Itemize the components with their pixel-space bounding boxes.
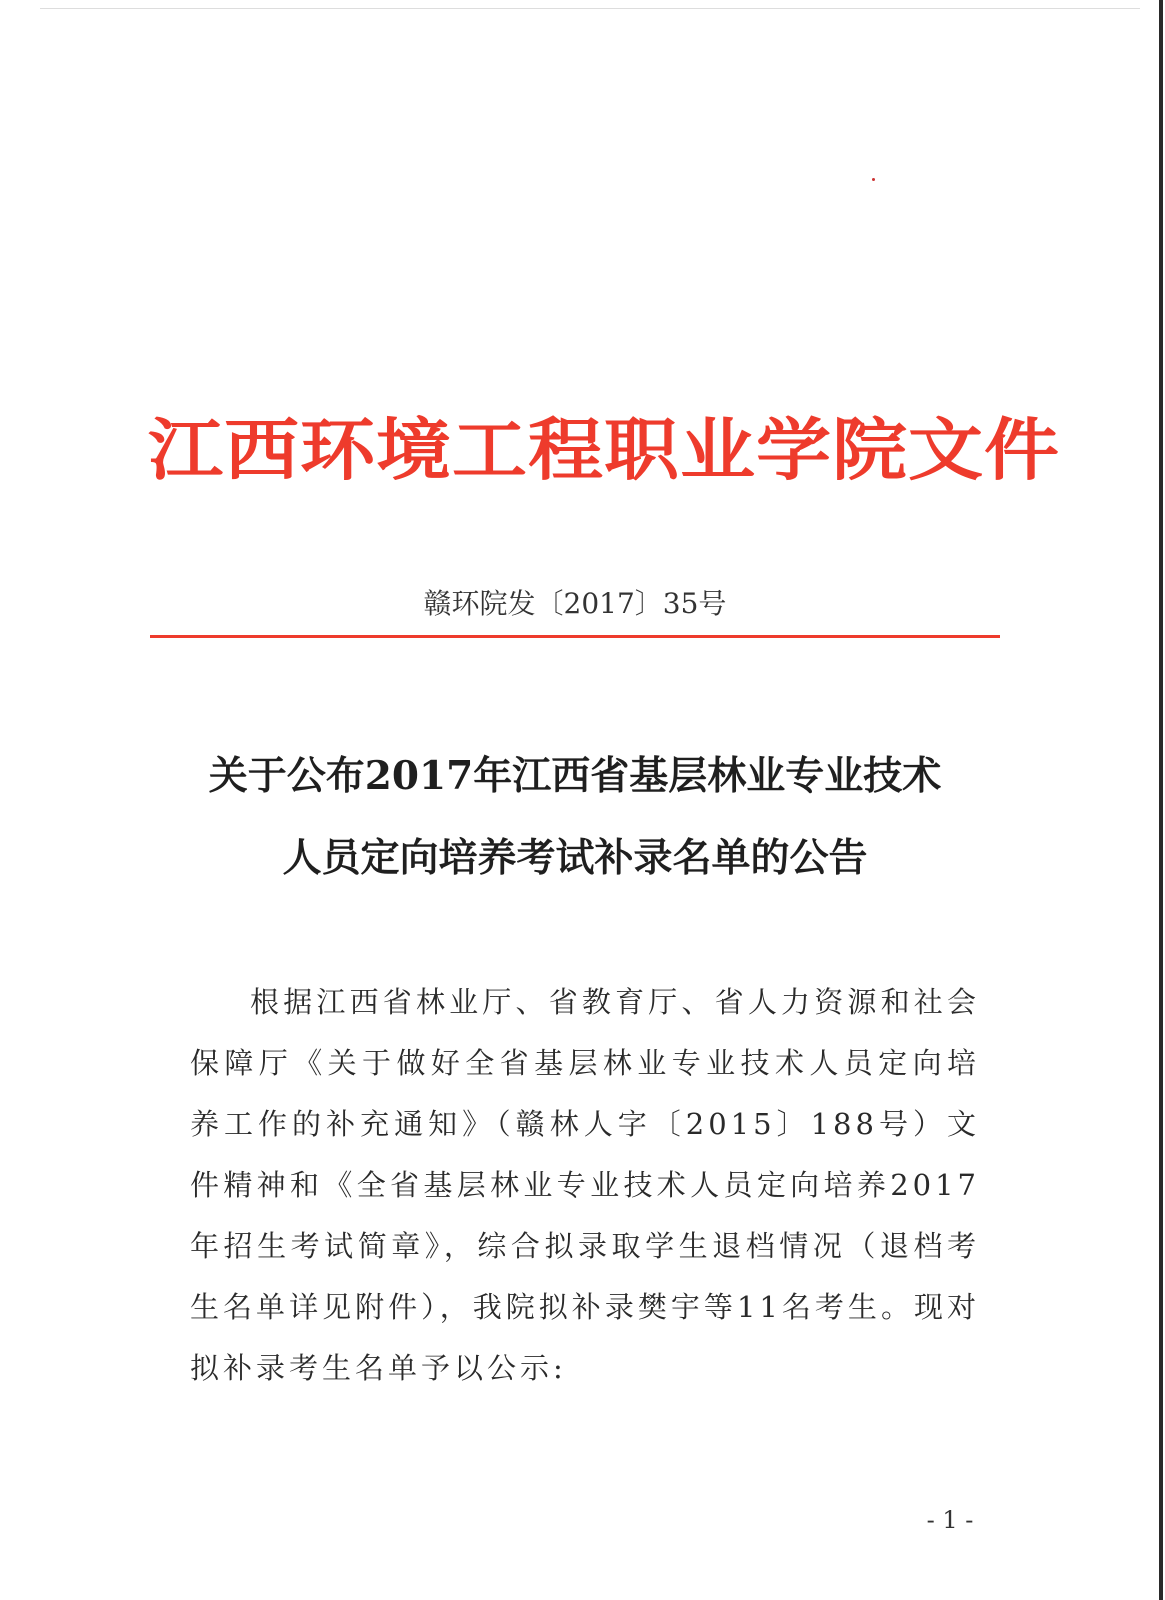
document-number: 赣环院发〔2017〕35号 xyxy=(423,587,727,620)
scan-edge-top xyxy=(40,8,1140,9)
page-number: - 1 - xyxy=(926,1506,974,1534)
notice-title-line-2: 人员定向培养考试补录名单的公告 xyxy=(282,835,868,881)
scan-edge-right xyxy=(1159,0,1163,1600)
notice-title xyxy=(150,735,1000,899)
scan-speck xyxy=(872,178,875,181)
body-paragraph: 根据江西省林业厅、省教育厅、省人力资源和社会保障厅《关于做好全省基层林业专业技术人员定向培养工作的补充通知》（赣林人字〔2015〕188号）文件精神和《全省基层林业专业技术人员定向培养2017年招生考试简章》，综合拟录取学生退档情况（退档考生名单详见附件），我院拟补录樊宇等11名考生。现对拟补录考生名单予以公示: xyxy=(190,985,980,1385)
notice-title-line-1: 关于公布2017年江西省基层林业专业技术 xyxy=(208,753,942,799)
red-divider-line xyxy=(150,635,1000,638)
issuer-header-title: 江西环境工程职业学院文件 xyxy=(148,410,1061,490)
